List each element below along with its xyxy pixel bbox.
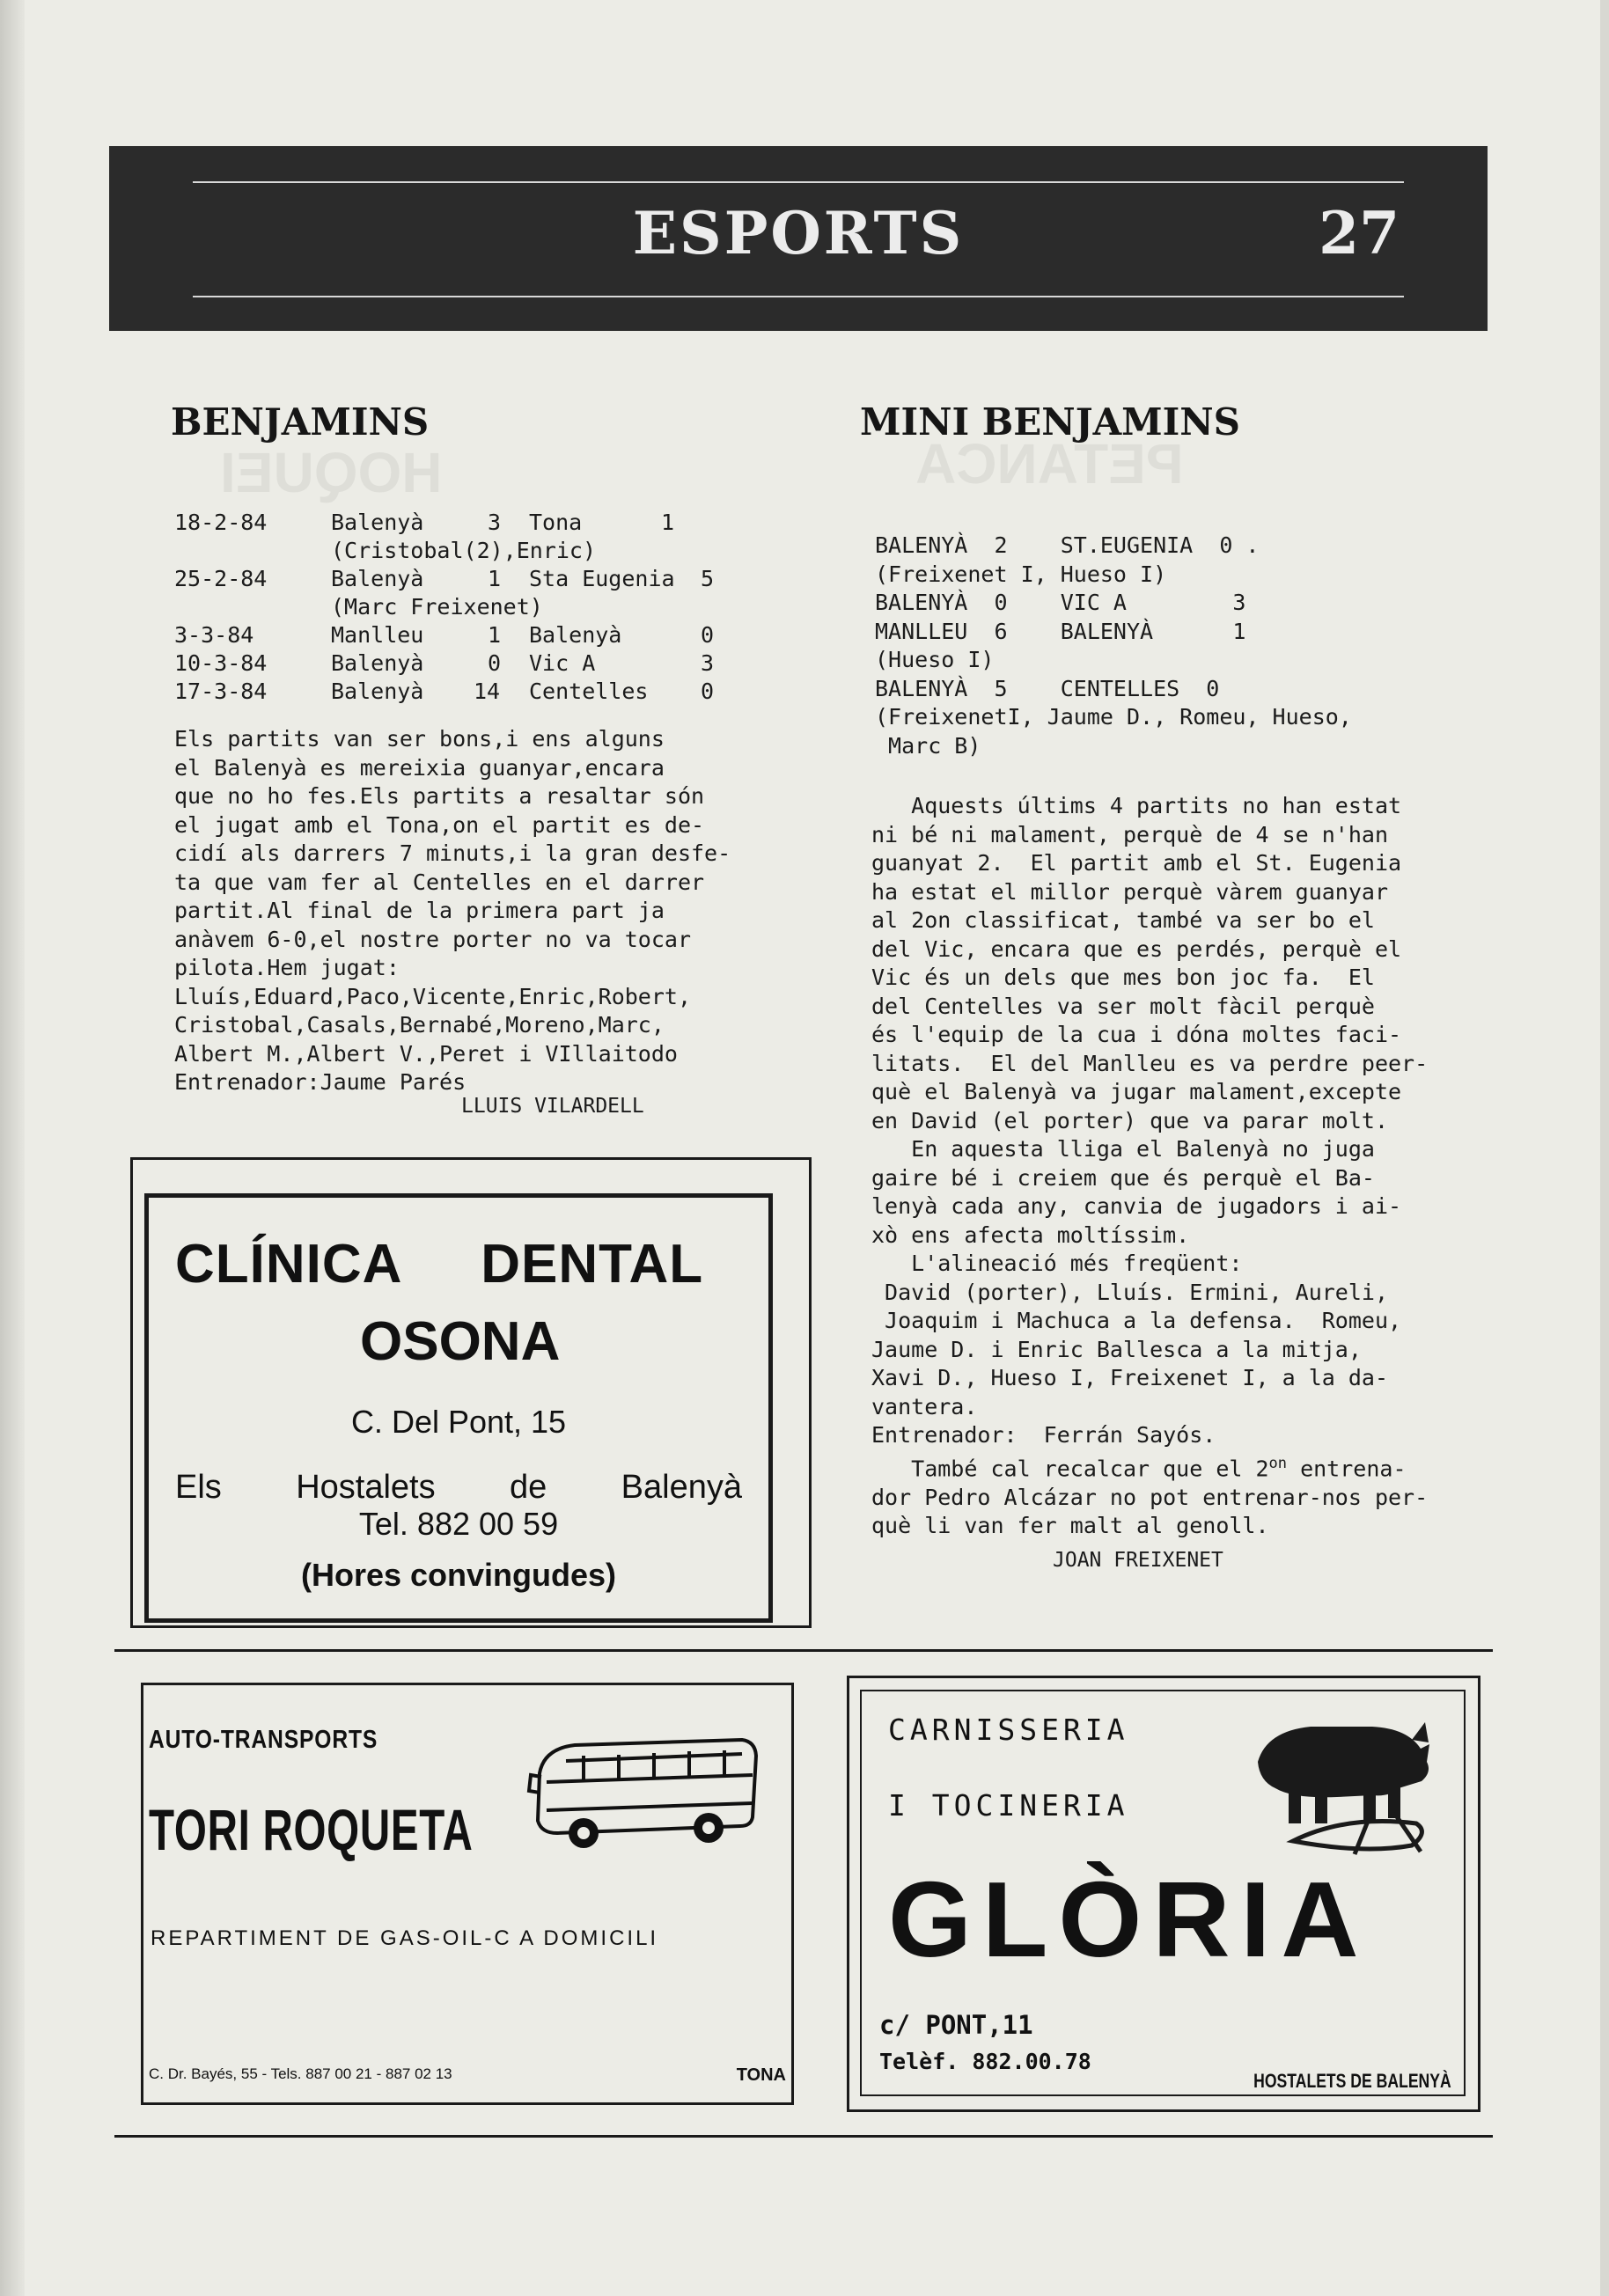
result-scorers: (Marc Freixenet) (331, 594, 543, 620)
bus-icon (522, 1729, 764, 1852)
ad-clinic-town-word: Els (175, 1469, 222, 1506)
benjamins-heading: BENJAMINS (171, 400, 430, 444)
result-home: Manlleu (331, 622, 424, 648)
ad-gloria-town: HOSTALETS DE BALENYÀ (1253, 2070, 1451, 2092)
result-away: Centelles (529, 679, 649, 704)
result-away-score: 5 (701, 566, 715, 591)
mini-benjamins-heading: MINI BENJAMINS (860, 400, 1241, 444)
benjamins-signature: LLUIS VILARDELL (461, 1095, 644, 1118)
report-text: També cal recalcar que el 2 (871, 1456, 1269, 1482)
mini-benjamins-results: BALENYÀ 2 ST.EUGENIA 0 . (Freixenet I, Hueso I) BALENYÀ 0 VIC A 3 MANLLEU 6 BALENYÀ 1 (Hueso I) BALENYÀ 5 CENTELLES 0 (FreixenetI, Jaume D., Romeu, Hueso, Marc B) (875, 532, 1352, 759)
ad-clinic-town-word: Balenyà (621, 1469, 742, 1506)
bleed-through-petanca: PETANCA (915, 432, 1184, 495)
ad-tori-town: TONA (736, 2065, 786, 2085)
result-row (174, 565, 738, 593)
benjamins-results (174, 509, 738, 706)
ad-gloria-line2: I TOCINERIA (888, 1788, 1129, 1823)
header-rule-bottom (193, 296, 1404, 297)
result-away-score: 0 (701, 622, 715, 648)
result-home-score: 3 (488, 510, 502, 535)
page-edge (1600, 0, 1609, 2296)
ad-clinic-town-word: de (509, 1469, 547, 1506)
mini-benjamins-report: Aquests últims 4 partits no han estat ni bé ni malament, perquè de 4 se n'han guanyat 2. El partit amb el St. Eugenia ha estat el millor perquè vàrem guanyar al 2on classificat, també va ser bo el del Vic, encara que es perdés, perquè el Vic és un dels que mes bon joc fa. El del Centelles va ser molt fàcil perquè és l'equip de la cua i dóna moltes faci- litats. El del Manlleu es va perdre peer- què el Balenyà va jugar malament,excepte en David (el porter) que va parar molt. En aquesta lliga el Balenyà no juga gaire bé i creiem que és perquè el Ba- lenyà cada any, canvia de jugadors i ai- xò ens afecta moltíssim. L'alineació més freqüent: David (porter), Lluís. Ermini, Aureli, Joaquim i Machuca a la defensa. Romeu, Jaume D. i Enric Ballesca a la mitja, Xavi D., Hueso I, Freixenet I, a la da- vantera. Entrenador: Ferrán Sayós. (871, 793, 1429, 1448)
report-text: entrena- dor Pedro Alcázar no pot entrenar-nos per- què li van fer malt al genoll. (871, 1456, 1429, 1539)
result-away-score: 1 (661, 510, 675, 535)
result-home-score: 1 (488, 622, 502, 648)
ad-tori-roqueta (141, 1683, 794, 2105)
result-row (174, 621, 738, 649)
ad-gloria-phone: Telèf. 882.00.78 (879, 2049, 1091, 2074)
bleed-through-hoquei: HOQUEI (220, 441, 443, 504)
ad-clinic-phone: Tel. 882 00 59 (358, 1506, 559, 1542)
result-date: 10-3-84 (174, 650, 268, 676)
section-header (109, 146, 1488, 331)
header-rule-top (193, 181, 1404, 183)
divider (114, 1649, 1493, 1652)
ad-gloria-address: c/ PONT,11 (879, 2010, 1033, 2040)
page-number: 27 (1319, 199, 1400, 268)
section-title: ESPORTS (632, 199, 965, 268)
mini-benjamins-report-end (871, 1449, 1479, 1541)
result-home: Balenyà (331, 679, 424, 704)
result-home-score: 1 (488, 566, 502, 591)
result-away: Sta Eugenia (529, 566, 675, 591)
result-home: Balenyà (331, 566, 424, 591)
ad-clinic-town (175, 1469, 742, 1507)
mini-benjamins-signature: JOAN FREIXENET (1053, 1549, 1223, 1572)
result-away: Tona (529, 510, 583, 535)
result-home-score: 14 (474, 679, 501, 704)
ad-clinic-word: CLÍNICA (175, 1234, 401, 1295)
ad-clinic-title (175, 1233, 703, 1295)
ad-tori-name: TORI ROQUETA (149, 1797, 474, 1862)
result-away-score: 3 (701, 650, 715, 676)
result-scorers-row (174, 593, 738, 621)
result-scorers-row (174, 537, 738, 565)
divider (114, 2135, 1493, 2138)
ad-gloria-name: GLÒRIA (888, 1860, 1370, 1979)
result-date: 18-2-84 (174, 510, 268, 535)
benjamins-report: Els partits van ser bons,i ens alguns el Balenyà es mereixia guanyar,encara que no ho fes.Els partits a resaltar són el jugat amb el Tona,on el partit es de- cidí als darrers 7 minuts,i la gran desfe- ta que vam fer al Centelles en el darrer partit.Al final de la primera part ja anàvem 6-0,el nostre porter no va tocar pilota.Hem jugat: Lluís,Eduard,Paco,Vicente,Enric,Robert, Cristobal,Casals,Bernabé,Moreno,Marc, Albert M.,Albert V.,Peret i VIllaitodo Entrenador:Jaume Parés (174, 726, 731, 1095)
ad-clinic-word: DENTAL (481, 1234, 704, 1295)
result-home: Balenyà (331, 510, 424, 535)
ad-carnisseria-gloria (860, 1690, 1466, 2096)
ad-clinic-address: C. Del Pont, 15 (350, 1404, 567, 1440)
result-home: Balenyà (331, 650, 424, 676)
ordinal-suffix: on (1268, 1455, 1288, 1472)
result-away: Balenyà (529, 622, 622, 648)
ad-tori-service: REPARTIMENT DE GAS-OIL-C A DOMICILI (151, 1926, 659, 1950)
ad-tori-kicker: AUTO-TRANSPORTS (149, 1726, 378, 1754)
ad-tori-address: C. Dr. Bayés, 55 - Tels. 887 00 21 - 887 02 13 (149, 2065, 452, 2082)
result-scorers: (Cristobal(2),Enric) (331, 538, 597, 563)
result-away: Vic A (529, 650, 596, 676)
result-home-score: 0 (488, 650, 502, 676)
result-date: 17-3-84 (174, 679, 268, 704)
ad-clinic-hours: (Hores convingudes) (300, 1557, 617, 1593)
result-date: 25-2-84 (174, 566, 268, 591)
pig-icon (1240, 1700, 1443, 1859)
ad-gloria-line1: CARNISSERIA (888, 1713, 1129, 1747)
binding-edge (0, 0, 25, 2296)
result-row (174, 649, 738, 678)
result-away-score: 0 (701, 679, 715, 704)
ad-clinic-name: OSONA (360, 1311, 561, 1372)
result-date: 3-3-84 (174, 622, 254, 648)
result-row (174, 678, 738, 706)
ad-clinica-dental (144, 1193, 773, 1623)
ad-clinic-town-word: Hostalets (296, 1469, 436, 1506)
result-row (174, 509, 738, 537)
